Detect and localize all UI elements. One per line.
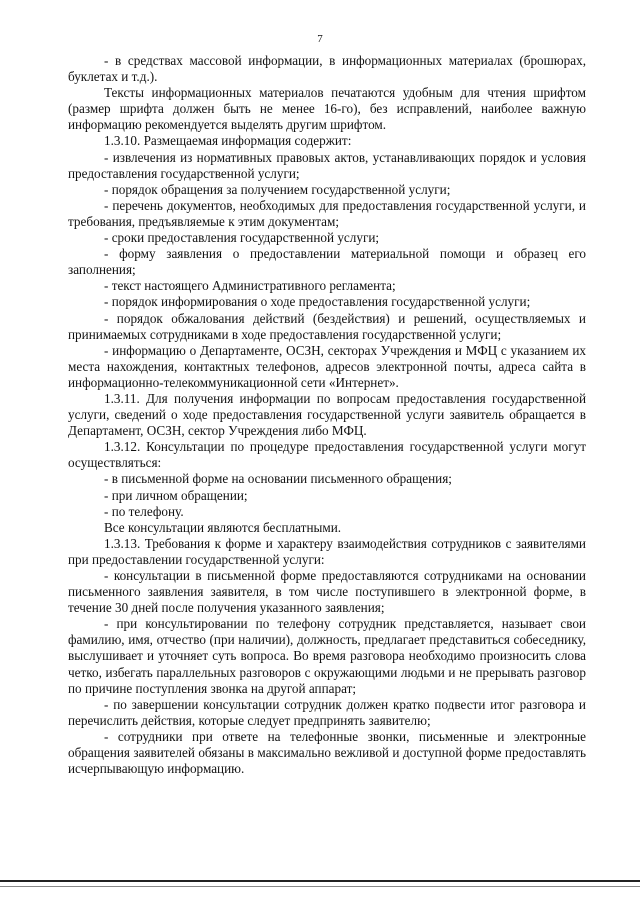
list-item: - перечень документов, необходимых для предоставления государственной услуги, и требования, предъявляемые к этим документам;: [68, 197, 586, 229]
bottom-divider-thin: [0, 886, 640, 887]
paragraph: 1.3.13. Требования к форме и характеру взаимодействия сотрудников с заявителями при предоставлении государственной услуги:: [68, 535, 586, 567]
bottom-divider: [0, 880, 640, 882]
list-item: - порядок информирования о ходе предоставления государственной услуги;: [104, 294, 531, 310]
list-item: - при консультировании по телефону сотрудник представляется, называет свои фамилию, имя, отчество (при наличии), должность, предлагает представиться собеседнику, выслушивает и уточняет суть вопроса. Во время разговора необходимо произносить слова четко, избегать параллельных разговоров с окружающими людьми и не прерывать разговор по причине поступления звонка на другой аппарат;: [68, 616, 586, 696]
list-item: - форму заявления о предоставлении материальной помощи и образец его заполнения;: [68, 246, 586, 278]
list-item: - сроки предоставления государственной услуги;: [104, 230, 380, 246]
document-body: [68, 53, 586, 777]
paragraph: 1.3.10. Размещаемая информация содержит:: [104, 133, 352, 149]
list-item: - в письменной форме на основании письменного обращения;: [104, 471, 452, 487]
list-item: - текст настоящего Административного регламента;: [104, 278, 396, 294]
page-number: 7: [317, 33, 323, 45]
list-item: - по телефону.: [104, 503, 184, 519]
list-item: - при личном обращении;: [104, 487, 248, 503]
list-item: - по завершении консультации сотрудник должен кратко подвести итог разговора и перечислить действия, которые следует предпринять заявителю;: [68, 696, 586, 728]
list-item: - порядок обжалования действий (бездействия) и решений, осуществляемых и принимаемых сотрудниками в ходе предоставления государственной услуги;: [68, 310, 586, 342]
list-item: - информацию о Департаменте, ОСЗН, секторах Учреждения и МФЦ с указанием их места нахождения, контактных телефонов, адресов электронной почты, адреса сайта в информационно-телекоммуникационной сети «Интернет».: [68, 342, 586, 390]
list-item: - консультации в письменной форме предоставляются сотрудниками на основании письменного заявления заявителя, в том числе поступившего в электронной форме, в течение 30 дней после получения указанного заявления;: [68, 568, 586, 616]
paragraph: 1.3.12. Консультации по процедуре предоставления государственной услуги могут осуществляться:: [68, 439, 586, 471]
list-item: - извлечения из нормативных правовых актов, устанавливающих порядок и условия предоставления государственной услуги;: [68, 149, 586, 181]
paragraph: Тексты информационных материалов печатаются удобным для чтения шрифтом (размер шрифта должен быть не менее 16-го), без исправлений, наиболее важную информацию рекомендуется выделять другим шрифтом.: [68, 85, 586, 133]
paragraph: 1.3.11. Для получения информации по вопросам предоставления государственной услуги, сведений о ходе предоставления государственной услуги заявитель обращается в Департамент, ОСЗН, сектор Учреждения либо МФЦ.: [68, 390, 586, 439]
paragraph: - в средствах массовой информации, в информационных материалах (брошюрах, буклетах и т.д.).: [68, 53, 586, 85]
paragraph: Все консультации являются бесплатными.: [104, 519, 342, 535]
list-item: - сотрудники при ответе на телефонные звонки, письменные и электронные обращения заявителей обязаны в максимально вежливой и доступной форме предоставлять исчерпывающую информацию.: [68, 728, 586, 777]
list-item: - порядок обращения за получением государственной услуги;: [104, 181, 451, 197]
